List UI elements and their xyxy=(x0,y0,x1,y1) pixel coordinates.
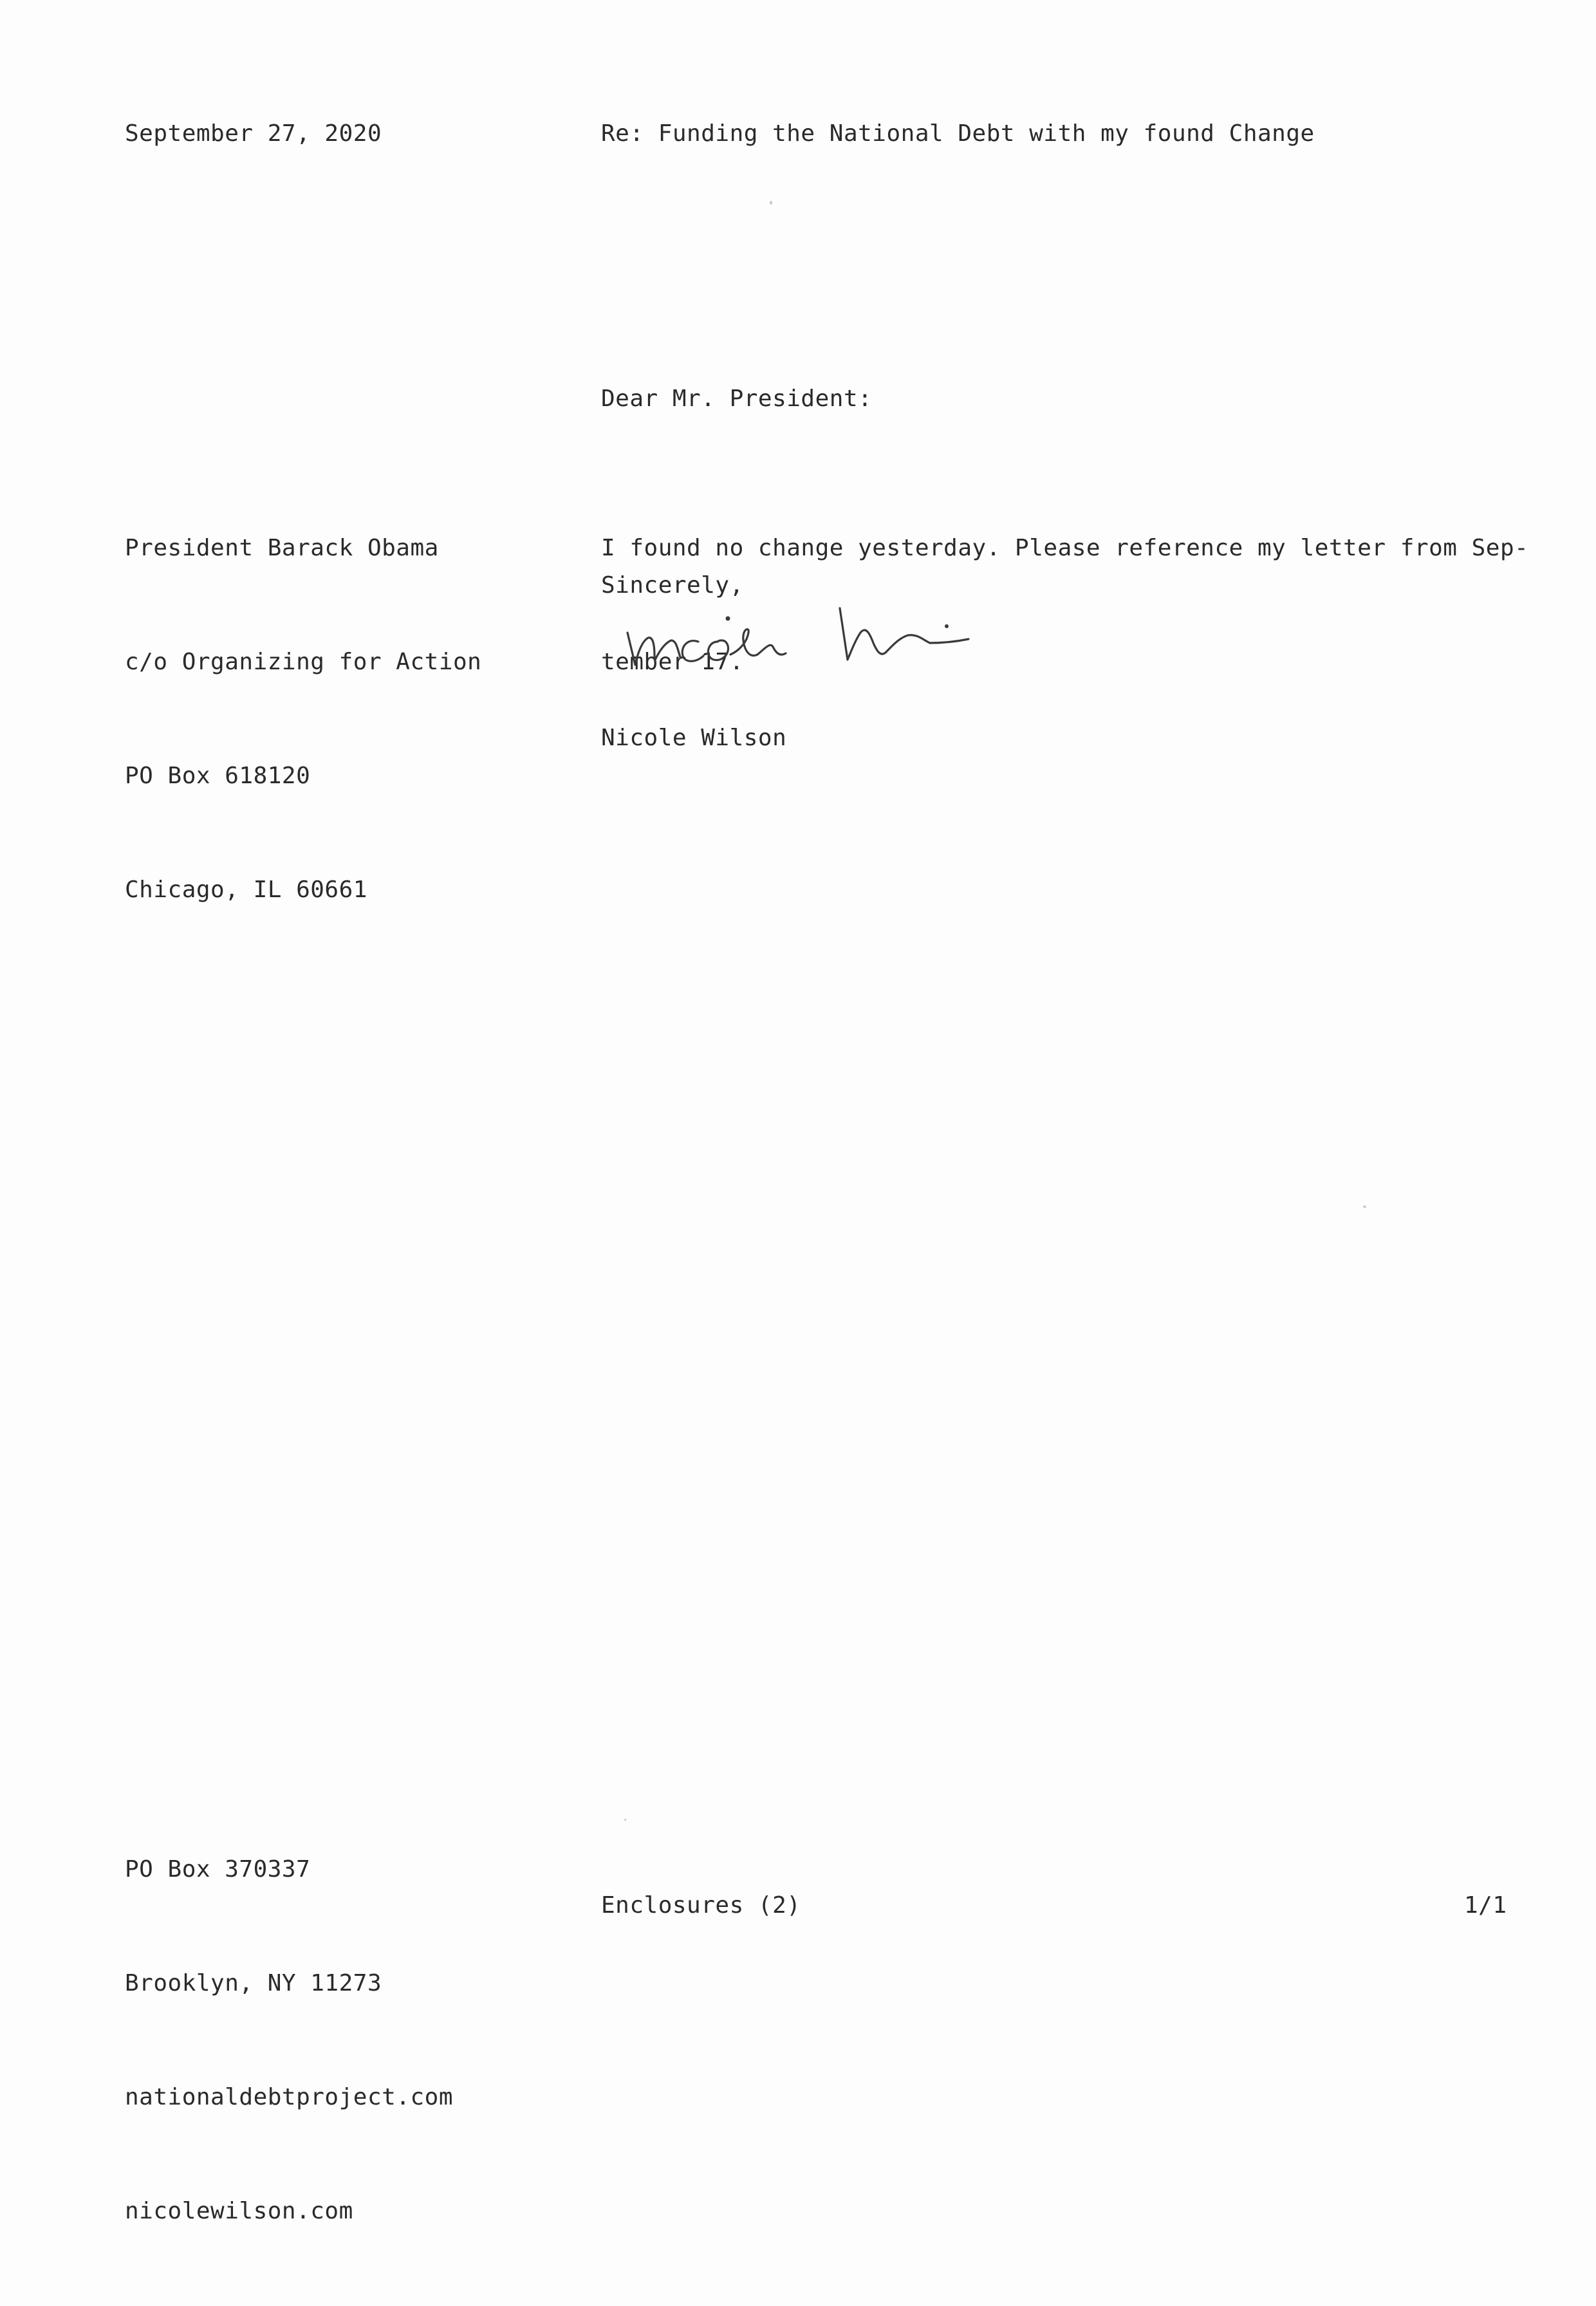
signature-icon xyxy=(621,595,975,682)
recipient-line: c/o Organizing for Action xyxy=(125,649,482,675)
scan-speck xyxy=(624,1819,626,1821)
scan-speck xyxy=(770,201,772,205)
recipient-address xyxy=(125,453,481,985)
return-address-link: nationaldebtproject.com xyxy=(125,2084,453,2110)
body-line: tember 17. xyxy=(601,649,744,675)
page-number: 1/1 xyxy=(1464,1892,1507,1919)
enclosures-note: Enclosures (2) xyxy=(601,1892,801,1919)
closing: Sincerely, xyxy=(601,572,744,599)
scan-speck xyxy=(1363,1205,1366,1208)
return-address-link: nicolewilson.com xyxy=(125,2198,353,2224)
recipient-line: PO Box 618120 xyxy=(125,763,311,789)
recipient-line: President Barack Obama xyxy=(125,535,439,561)
return-address xyxy=(125,1774,453,2306)
letter-date: September 27, 2020 xyxy=(125,120,382,147)
body-line: I found no change yesterday. Please reference my letter from Sep- xyxy=(601,535,1529,561)
return-address-line: PO Box 370337 xyxy=(125,1856,311,1883)
salutation: Dear Mr. President: xyxy=(601,386,873,412)
letter-subject: Re: Funding the National Debt with my found Change xyxy=(601,120,1315,147)
sender-name: Nicole Wilson xyxy=(601,725,787,751)
return-address-line: Brooklyn, NY 11273 xyxy=(125,1970,382,1996)
recipient-line: Chicago, IL 60661 xyxy=(125,877,367,903)
